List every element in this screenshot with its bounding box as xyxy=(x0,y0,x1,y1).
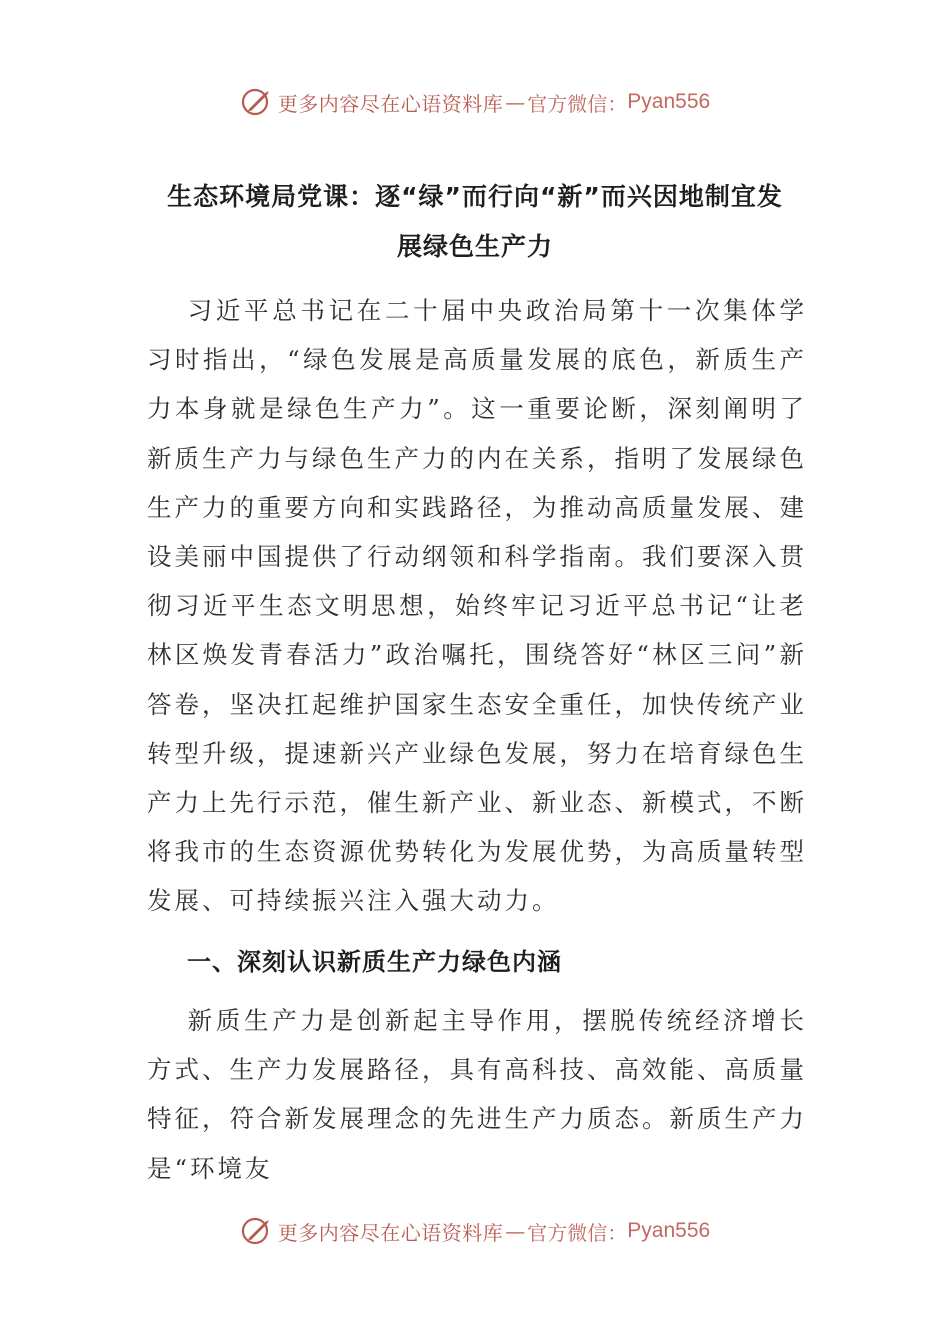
pen-in-circle-logo xyxy=(240,85,274,119)
paragraph-2 xyxy=(147,996,807,1193)
banner-wechat-label: 官方微信： xyxy=(527,1220,628,1245)
pen-in-circle-logo xyxy=(240,1214,274,1248)
title-line-2: 展绿色生产力 xyxy=(396,232,553,261)
banner-wechat-id: Pyan556 xyxy=(627,1219,711,1242)
document-title xyxy=(140,172,810,272)
banner-wechat-label: 官方微信： xyxy=(527,91,628,116)
banner-dash: — xyxy=(505,90,526,114)
paragraph-1 xyxy=(147,286,807,926)
paragraph-2-text: 新质生产力是创新起主导作用，摆脱传统经济增长方式、生产力发展路径，具有高科技、高效能、高质量特征，符合新发展理念的先进生产力质态。新质生产力是“环境友 xyxy=(147,1006,807,1183)
banner-dash: — xyxy=(505,1219,526,1243)
banner-text: 更多内容尽在心语资料库 xyxy=(277,1220,504,1245)
banner-wechat-id: Pyan556 xyxy=(627,90,711,113)
banner-text: 更多内容尽在心语资料库 xyxy=(277,91,504,116)
title-line-1: 生态环境局党课：逐“绿”而行向“新”而兴因地制宜发 xyxy=(167,182,783,211)
section-heading-1: 一、深刻认识新质生产力绿色内涵 xyxy=(187,948,562,976)
header-banner xyxy=(0,82,950,122)
paragraph-1-text: 习近平总书记在二十届中央政治局第十一次集体学习时指出，“绿色发展是高质量发展的底色，新质生产力本身就是绿色生产力”。这一重要论断，深刻阐明了新质生产力与绿色生产力的内在关系，指明了发展绿色生产力的重要方向和实践路径，为推动高质量发展、建设美丽中国提供了行动纲领和科学指南。我们要深入贯彻习近平生态文明思想，始终牢记习近平总书记“让老林区焕发青春活力”政治嘱托，围绕答好“林区三问”新答卷，坚决扛起维护国家生态安全重任，加快传统产业转型升级，提速新兴产业绿色发展，努力在培育绿色生产力上先行示范，催生新产业、新业态、新模式，不断将我市的生态资源优势转化为发展优势，为高质量转型发展、可持续振兴注入强大动力。 xyxy=(147,296,807,916)
footer-banner xyxy=(0,1211,950,1251)
